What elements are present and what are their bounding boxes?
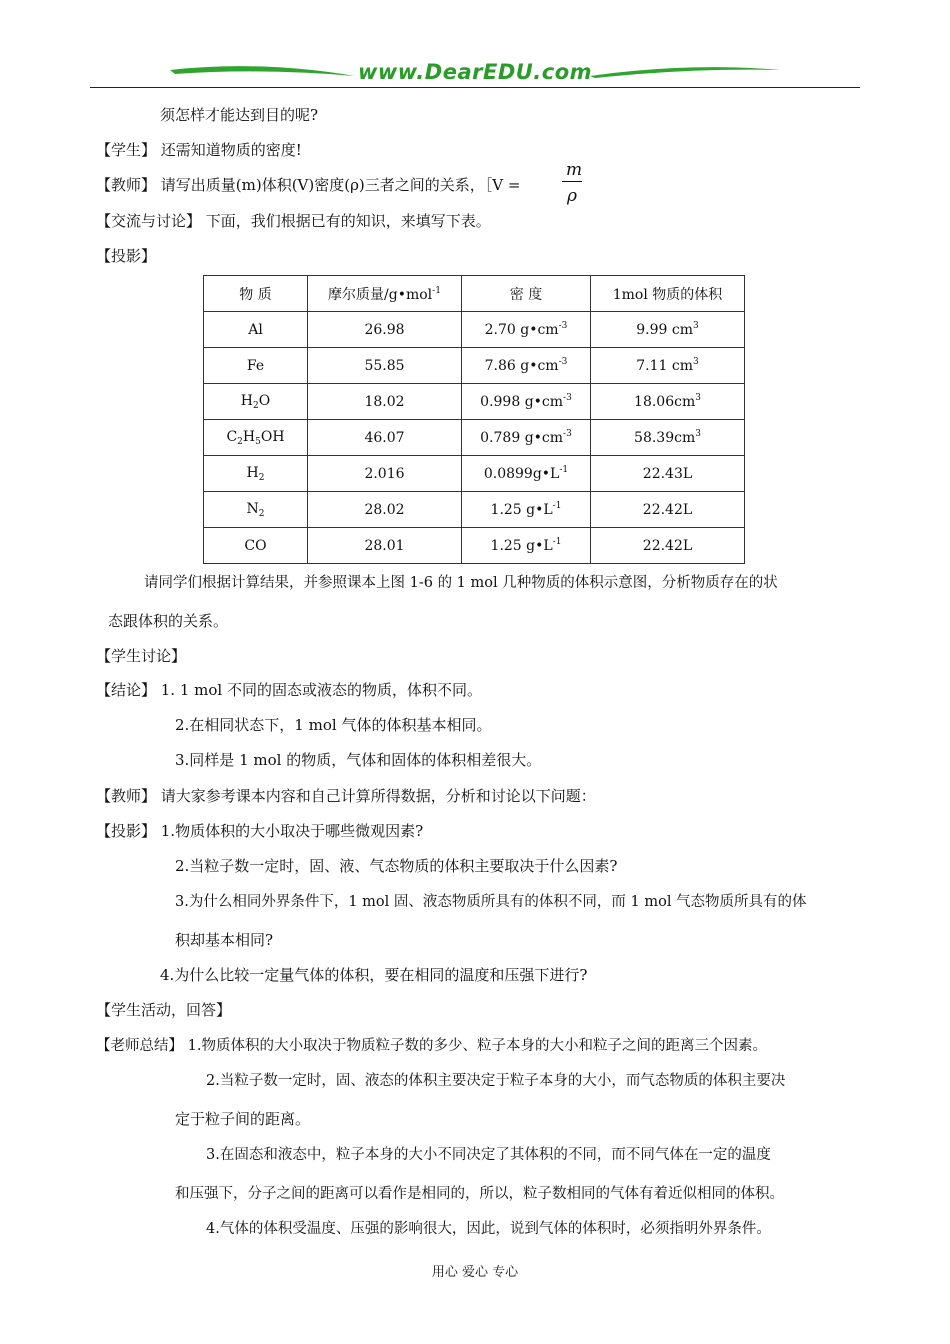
text-line: 【交流与讨论】 下面，我们根据已有的知识，来填写下表。 — [96, 212, 491, 230]
table-row — [204, 528, 745, 564]
site-logo-text: www.DearEDU.com — [357, 60, 593, 84]
text-line: 2.当粒子数一定时，固、液、气态物质的体积主要取决于什么因素? — [175, 857, 618, 875]
volume-cell: 22.42L — [591, 492, 745, 528]
molar-mass-cell: 26.98 — [308, 312, 462, 348]
volume-cell: $58.39cm^3$ — [591, 420, 745, 456]
volume-cell: 9.99 $cm^3$ — [591, 312, 745, 348]
table-row — [204, 456, 745, 492]
text-line: 3.为什么相同外界条件下，1 mol 固、液态物质所具有的体积不同，而 1 mol 气态物质所具有的体 — [175, 894, 807, 910]
table-header-cell: 摩尔质量/g•mol$^{-1}$ — [308, 276, 462, 312]
table-header-cell: 密 度 — [462, 276, 591, 312]
header-rule — [90, 87, 860, 88]
formula-denominator: ρ — [567, 186, 577, 206]
density-cell: $0.0899g•L^{-1}$ — [462, 456, 591, 492]
table-row — [204, 420, 745, 456]
table-row — [204, 384, 745, 420]
formula-numerator: m — [566, 160, 583, 180]
fraction-bar — [562, 181, 582, 182]
volume-cell: 7.11 $cm^3$ — [591, 348, 745, 384]
substance-cell: CO — [204, 528, 308, 564]
substance-cell: $C_2H_5OH$ — [204, 420, 308, 456]
substance-cell: $H_2O$ — [204, 384, 308, 420]
text-line: 4.为什么比较一定量气体的体积，要在相同的温度和压强下进行? — [160, 966, 588, 984]
text-line: 【老师总结】 1.物质体积的大小取决于物质粒子数的多少、粒子本身的大小和粒子之间的距离三个因素。 — [96, 1038, 767, 1054]
text-line: 【结论】 1. 1 mol 不同的固态或液态的物质，体积不同。 — [96, 681, 482, 699]
text-line: 【教师】 请大家参考课本内容和自己计算所得数据，分析和讨论以下问题： — [96, 787, 596, 805]
text-line: 态跟体积的关系。 — [108, 612, 229, 630]
text-line: 3.同样是 1 mol 的物质，气体和固体的体积相差很大。 — [175, 751, 542, 769]
molar-mass-cell: 28.02 — [308, 492, 462, 528]
molar-mass-cell: 55.85 — [308, 348, 462, 384]
density-cell: 0.998 $g•cm^{-3}$ — [462, 384, 591, 420]
text-line: 【学生】 还需知道物质的密度! — [96, 141, 302, 159]
substance-cell: $H_2$ — [204, 456, 308, 492]
molar-mass-cell: 2.016 — [308, 456, 462, 492]
volume-cell: $18.06cm^3$ — [591, 384, 745, 420]
text-line: 请同学们根据计算结果，并参照课本上图 1-6 的 1 mol 几种物质的体积示意图，分析物质存在的状 — [144, 575, 778, 591]
text-line: 和压强下，分子之间的距离可以看作是相同的，所以，粒子数相同的气体有着近似相同的体积。 — [175, 1186, 784, 1202]
molar-mass-cell: 46.07 — [308, 420, 462, 456]
substance-cell: Fe — [204, 348, 308, 384]
table-header-row — [204, 276, 745, 312]
page-footer: 用心 爱心 专心 — [431, 1265, 519, 1280]
text-line: 须怎样才能达到目的呢? — [160, 106, 319, 124]
table-header-cell: 物 质 — [204, 276, 308, 312]
text-line: 3.在固态和液态中，粒子本身的大小不同决定了其体积的不同，而不同气体在一定的温度 — [206, 1147, 771, 1163]
text-line: 2.在相同状态下，1 mol 气体的体积基本相同。 — [175, 716, 492, 734]
table-header-cell: 1mol 物质的体积 — [591, 276, 745, 312]
text-line: 【教师】 请写出质量(m)体积(V)密度(ρ)三者之间的关系，［V = — [96, 176, 521, 194]
density-cell: 1.25 $g•L^{-1}$ — [462, 528, 591, 564]
density-cell: 1.25 $g•L^{-1}$ — [462, 492, 591, 528]
table-row — [204, 492, 745, 528]
text-line: 【投影】 1.物质体积的大小取决于哪些微观因素? — [96, 822, 424, 840]
table-row — [204, 348, 745, 384]
table-row — [204, 312, 745, 348]
molar-volume-table — [203, 275, 745, 564]
volume-cell: 22.43L — [591, 456, 745, 492]
molar-mass-cell: 28.01 — [308, 528, 462, 564]
text-line: 【学生讨论】 — [96, 647, 187, 665]
density-cell: 0.789 $g•cm^{-3}$ — [462, 420, 591, 456]
density-cell: 2.70 $g•cm^{-3}$ — [462, 312, 591, 348]
text-line: 2.当粒子数一定时，固、液态的体积主要决定于粒子本身的大小，而气态物质的体积主要决 — [206, 1073, 786, 1089]
substance-cell: Al — [204, 312, 308, 348]
density-cell: 7.86 $g•cm^{-3}$ — [462, 348, 591, 384]
text-line: 定于粒子间的距离。 — [175, 1110, 311, 1128]
header-banner — [90, 58, 860, 90]
substance-cell: $N_2$ — [204, 492, 308, 528]
text-line: 4.气体的体积受温度、压强的影响很大，因此，说到气体的体积时，必须指明外界条件。 — [206, 1221, 771, 1237]
text-line: 积却基本相同? — [175, 931, 274, 949]
text-line: 【学生活动，回答】 — [96, 1001, 232, 1019]
text-line: 【投影】 — [96, 247, 157, 265]
molar-mass-cell: 18.02 — [308, 384, 462, 420]
volume-cell: 22.42L — [591, 528, 745, 564]
